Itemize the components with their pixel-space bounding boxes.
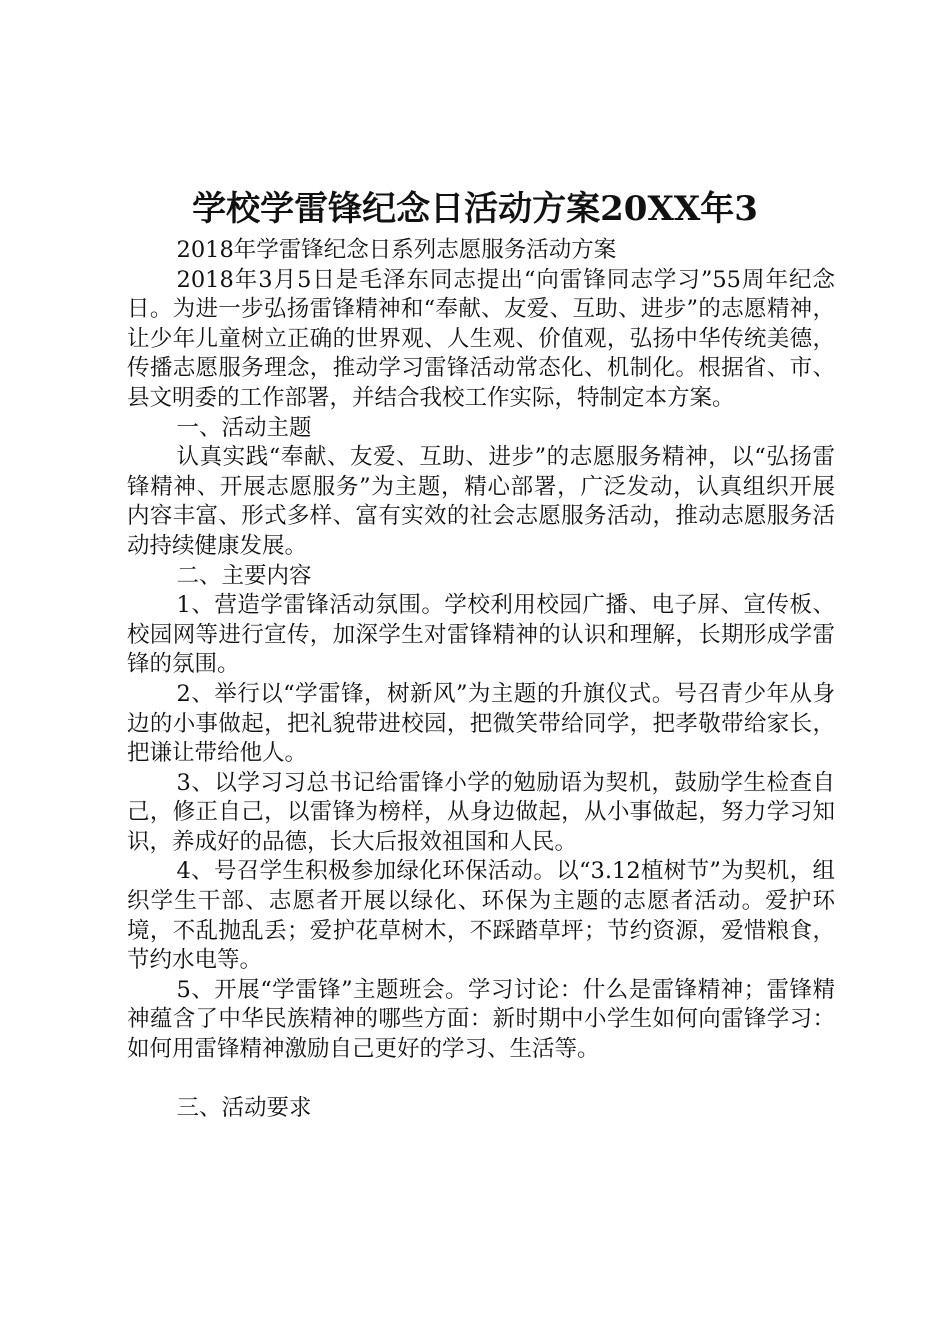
paragraph-item-4: 4、号召学生积极参加绿化环保活动。以“3.12植树节”为契机，组织学生干部、志愿者开展以绿化、环保为主题的志愿者活动。爱护环境，不乱抛乱丢；爱护花草树木，不踩踏草坪；节约资源，爱惜粮食，节约水电等。 <box>127 858 835 974</box>
paragraph-item-2: 2、举行以“学雷锋，树新风”为主题的升旗仪式。号召青少年从身边的小事做起，把礼貌带进校园，把微笑带给同学，把孝敬带给家长，把谦让带给他人。 <box>127 680 835 767</box>
paragraph-subtitle: 2018年学雷锋纪念日系列志愿服务活动方案 <box>176 237 617 263</box>
section-heading-content: 二、主要内容 <box>176 562 312 589</box>
document-body <box>127 236 835 1124</box>
paragraph-item-5: 5、开展“学雷锋”主题班会。学习讨论：什么是雷锋精神；雷锋精神蕴含了中华民族精神的哪些方面：新时期中小学生如何向雷锋学习：如何用雷锋精神激励自己更好的学习、生活等。 <box>127 976 835 1063</box>
document-title: 学校学雷锋纪念日活动方案20XX年3 <box>192 189 758 229</box>
paragraph-item-1: 1、营造学雷锋活动氛围。学校利用校园广播、电子屏、宣传板、校园网等进行宣传，加深学生对雷锋精神的认识和理解，长期形成学雷锋的氛围。 <box>127 592 835 678</box>
section-heading-requirements: 三、活动要求 <box>176 1095 312 1122</box>
paragraph-item-3: 3、以学习习总书记给雷锋小学的勉励语为契机，鼓励学生检查自己，修正自己，以雷锋为榜样，从身边做起，从小事做起，努力学习知识，养成好的品德，长大后报效祖国和人民。 <box>127 769 835 855</box>
section-heading-theme: 一、活动主题 <box>176 414 312 441</box>
paragraph-theme: 认真实践“奉献、友爱、互助、进步”的志愿服务精神，以“弘扬雷锋精神、开展志愿服务”为主题，精心部署，广泛发动，认真组织开展内容丰富、形式多样、富有实效的社会志愿服务活动，推动志愿服务活动持续健康发展。 <box>127 444 835 559</box>
paragraph-intro: 2018年3月5日是毛泽东同志提出“向雷锋同志学习”55周年纪念日。为进一步弘扬雷锋精神和“奉献、友爱、互助、进步”的志愿精神，让少年儿童树立正确的世界观、人生观、价值观，弘扬中华传统美德，传播志愿服务理念，推动学习雷锋活动常态化、机制化。根据省、市、县文明委的工作部署，并结合我校工作实际，特制定本方案。 <box>127 266 835 411</box>
